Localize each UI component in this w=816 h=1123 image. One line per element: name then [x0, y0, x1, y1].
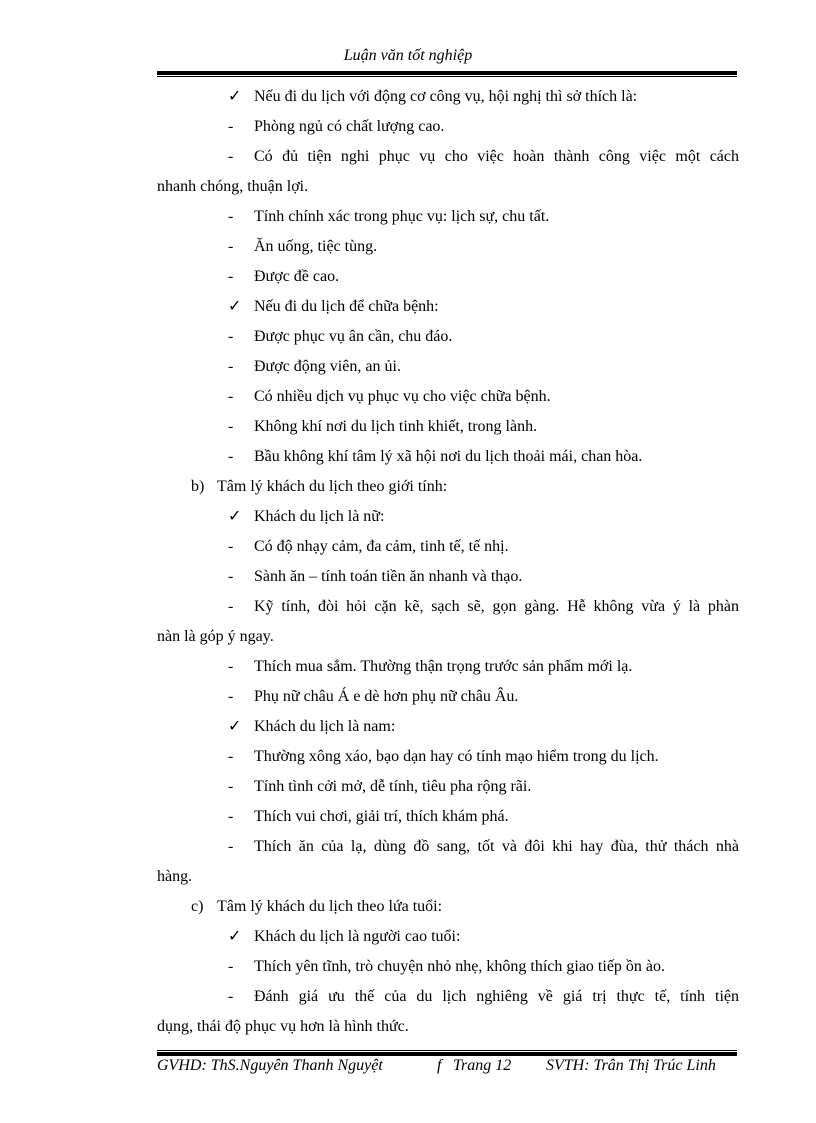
bullet-line: [157, 982, 739, 1012]
footer-page-number: Trang 12: [453, 1057, 512, 1074]
line-text: Bầu không khí tâm lý xã hội nơi du lịch thoải mái, chan hòa.: [254, 448, 643, 465]
dash-marker: -: [228, 808, 234, 825]
check-icon: ✓: [228, 298, 242, 315]
checklist-line: [157, 712, 739, 742]
line-text: Thích mua sắm. Thường thận trọng trước sản phẩm mới lạ.: [254, 658, 633, 675]
check-icon: ✓: [228, 718, 242, 735]
bullet-line: [157, 322, 739, 352]
dash-marker: -: [228, 418, 234, 435]
continuation-line: [157, 1012, 739, 1042]
bullet-line: [157, 532, 739, 562]
dash-marker: -: [228, 838, 234, 855]
line-text: Nếu đi du lịch để chữa bệnh:: [254, 298, 439, 315]
bullet-line: [157, 352, 739, 382]
list-marker: c): [191, 898, 204, 915]
dash-marker: -: [228, 148, 234, 165]
footer-rule: [157, 1050, 737, 1056]
bullet-line: [157, 232, 739, 262]
checklist-line: [157, 292, 739, 322]
line-text: Thích ăn của lạ, dùng đồ sang, tốt và đôi khi hay đùa, thử thách nhà: [254, 838, 739, 855]
dash-marker: -: [228, 988, 234, 1005]
line-text: nhanh chóng, thuận lợi.: [157, 178, 309, 195]
footer-student: SVTH: Trân Thị Trúc Linh: [546, 1057, 716, 1074]
continuation-line: [157, 172, 739, 202]
bullet-line: [157, 382, 739, 412]
dash-marker: -: [228, 448, 234, 465]
line-text: Tính tình cởi mở, dễ tính, tiêu pha rộng rãi.: [254, 778, 532, 795]
line-text: Được phục vụ ân cần, chu đáo.: [254, 328, 453, 345]
dash-marker: -: [228, 958, 234, 975]
footer-advisor: GVHD: ThS.Nguyên Thanh Nguyệt: [157, 1057, 383, 1074]
section-heading: [157, 472, 739, 502]
document-body: [157, 82, 739, 1042]
line-text: Khách du lịch là người cao tuổi:: [254, 928, 461, 945]
bullet-line: [157, 652, 739, 682]
bullet-line: [157, 262, 739, 292]
dash-marker: -: [228, 268, 234, 285]
line-text: Được động viên, an ủi.: [254, 358, 401, 375]
bullet-line: [157, 112, 739, 142]
dash-marker: -: [228, 598, 234, 615]
line-text: Tâm lý khách du lịch theo giới tính:: [217, 478, 448, 495]
dash-marker: -: [228, 688, 234, 705]
dash-marker: -: [228, 238, 234, 255]
bullet-line: [157, 772, 739, 802]
line-text: Nếu đi du lịch với động cơ công vụ, hội nghị thì sở thích là:: [254, 88, 638, 105]
line-text: Không khí nơi du lịch tinh khiết, trong lành.: [254, 418, 538, 435]
line-text: Thích yên tĩnh, trò chuyện nhỏ nhẹ, không thích giao tiếp ồn ào.: [254, 958, 666, 975]
line-text: Sành ăn – tính toán tiền ăn nhanh và thạo.: [254, 568, 523, 585]
list-marker: b): [191, 478, 205, 495]
bullet-line: [157, 202, 739, 232]
line-text: Có độ nhạy cảm, đa cảm, tinh tế, tế nhị.: [254, 538, 509, 555]
bullet-line: [157, 832, 739, 862]
section-heading: [157, 892, 739, 922]
bullet-line: [157, 802, 739, 832]
header-rule: [157, 71, 737, 77]
dash-marker: -: [228, 658, 234, 675]
bullet-line: [157, 952, 739, 982]
line-text: Khách du lịch là nam:: [254, 718, 396, 735]
line-text: Phụ nữ châu Á e dè hơn phụ nữ châu Âu.: [254, 688, 519, 705]
checklist-line: [157, 922, 739, 952]
bullet-line: [157, 562, 739, 592]
bullet-line: [157, 442, 739, 472]
checklist-line: [157, 502, 739, 532]
line-text: nàn là góp ý ngay.: [157, 628, 274, 645]
line-text: Có nhiều dịch vụ phục vụ cho việc chữa bệnh.: [254, 388, 551, 405]
footer-symbol: f: [437, 1057, 442, 1074]
line-text: Tâm lý khách du lịch theo lứa tuổi:: [217, 898, 443, 915]
bullet-line: [157, 412, 739, 442]
dash-marker: -: [228, 118, 234, 135]
continuation-line: [157, 862, 739, 892]
check-icon: ✓: [228, 508, 242, 525]
line-text: Kỹ tính, đòi hỏi cặn kẽ, sạch sẽ, gọn gàng. Hễ không vừa ý là phàn: [254, 598, 739, 615]
line-text: Có đủ tiện nghi phục vụ cho việc hoàn thành công việc một cách: [254, 148, 739, 165]
line-text: Thích vui chơi, giải trí, thích khám phá.: [254, 808, 509, 825]
check-icon: ✓: [228, 928, 242, 945]
dash-marker: -: [228, 748, 234, 765]
bullet-line: [157, 592, 739, 622]
bullet-line: [157, 742, 739, 772]
page-header-title: Luận văn tốt nghiệp: [343, 47, 473, 64]
dash-marker: -: [228, 568, 234, 585]
checklist-line: [157, 82, 739, 112]
line-text: Thường xông xáo, bạo dạn hay có tính mạo hiểm trong du lịch.: [254, 748, 659, 765]
dash-marker: -: [228, 358, 234, 375]
bullet-line: [157, 142, 739, 172]
line-text: Tính chính xác trong phục vụ: lịch sự, chu tất.: [254, 208, 550, 225]
line-text: Ăn uống, tiệc tùng.: [254, 238, 378, 255]
dash-marker: -: [228, 778, 234, 795]
line-text: Khách du lịch là nữ:: [254, 508, 385, 525]
line-text: Đánh giá ưu thế của du lịch nghiêng về giá trị thực tế, tính tiện: [254, 988, 739, 1005]
bullet-line: [157, 682, 739, 712]
check-icon: ✓: [228, 88, 242, 105]
line-text: dụng, thái độ phục vụ hơn là hình thức.: [157, 1018, 409, 1035]
dash-marker: -: [228, 208, 234, 225]
dash-marker: -: [228, 538, 234, 555]
continuation-line: [157, 622, 739, 652]
dash-marker: -: [228, 388, 234, 405]
line-text: Được đề cao.: [254, 268, 340, 285]
dash-marker: -: [228, 328, 234, 345]
line-text: Phòng ngủ có chất lượng cao.: [254, 118, 445, 135]
line-text: hàng.: [157, 868, 193, 885]
